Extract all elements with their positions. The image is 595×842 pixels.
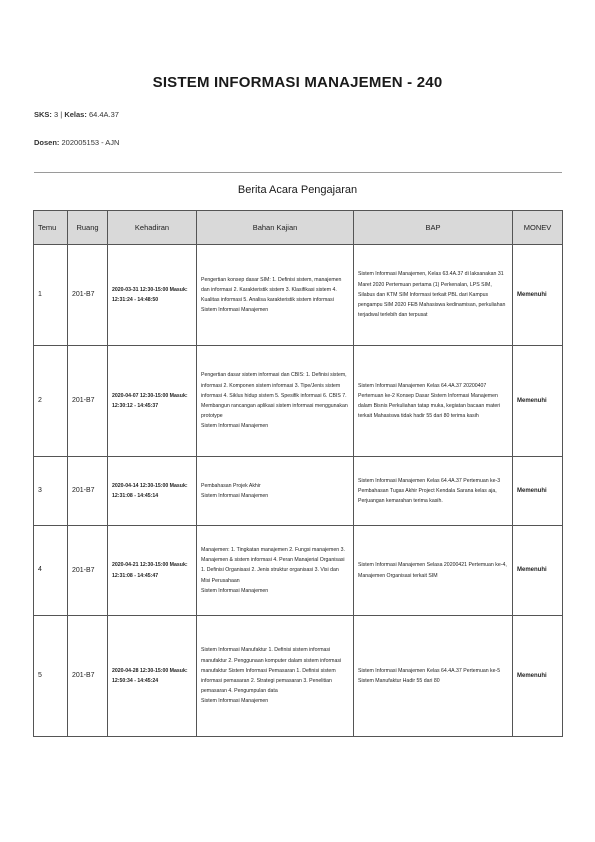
table-header-row [34, 211, 563, 245]
ruang-cell: 201-B7 [68, 526, 108, 616]
monev-cell: Memenuhi [513, 526, 563, 616]
bap-cell: Sistem Informasi Manajemen Kelas 64.4A.37 20200407 Pertemuan ke-2 Konsep Dasar Sistem Informasi Manajemen dalam Bisnis Perkuliahan tatap muka, kegiatan bacaan materi terkait Mahasiswa tidak hadir 55 dari 80 terima kasih [354, 346, 513, 457]
kehadiran-cell: 2020-03-31 12:30-15:00 Masuk: 12:31:24 - 14:48:50 [108, 245, 197, 346]
dosen-label: Dosen: [34, 138, 60, 147]
section-title: Berita Acara Pengajaran [237, 184, 358, 196]
table-row [34, 346, 563, 457]
table-row [34, 616, 563, 737]
bahan-kajian-cell [197, 245, 354, 346]
kehadiran-cell: 2020-04-07 12:30-15:00 Masuk: 12:30:12 - 14:45:37 [108, 346, 197, 457]
bahan-kajian-cell [197, 616, 354, 737]
ruang-cell: 201-B7 [68, 245, 108, 346]
column-header-bap: BAP [354, 211, 513, 245]
sks-value: 3 [54, 110, 59, 119]
monev-cell: Memenuhi [513, 616, 563, 737]
dosen-value: 202005153 - AJN [61, 138, 120, 147]
bap-cell: Sistem Informasi Manajemen Kelas 64.4A.37 Pertemuan ke-3 Pembahasan Tugas Akhir Project Kendala Sarana kelas aja, Perjuangan kemarahan terima kasih. [354, 457, 513, 526]
temu-cell: 3 [34, 457, 68, 526]
bahan-kajian-text: Manajemen: 1. Tingkatan manajemen 2. Fungsi manajemen 3. Manajemen & sistem informasi 4. Peran Manajerial Organisasi 1. Definisi Organisasi 2. Jenis struktur organisasi 3. Visi dan Misi Perusahaan [201, 546, 345, 584]
bahan-kajian-reference: Sistem Informasi Manajemen [201, 307, 269, 314]
column-header-bahan-kajian: Bahan Kajian [197, 211, 354, 245]
bahan-kajian-reference: Sistem Informasi Manajemen [201, 423, 269, 430]
course-meta [34, 110, 119, 119]
bahan-kajian-reference: Sistem Informasi Manajemen [201, 587, 269, 594]
temu-cell: 1 [34, 245, 68, 346]
column-header-kehadiran: Kehadiran [108, 211, 197, 245]
kehadiran-cell: 2020-04-21 12:30-15:00 Masuk: 12:31:08 - 14:45:47 [108, 526, 197, 616]
monev-cell: Memenuhi [513, 245, 563, 346]
kelas-label: Kelas: [64, 110, 87, 119]
bap-cell: Sistem Informasi Manajemen, Kelas 63.4A.37 di laksanakan 31 Maret 2020 Pertemuan pertama (1) Perkenalan, LPS SIM, Silabus dan KTM SIM Informasi terkait PBL dari Kampus pengampu SIM 2020 FEB Mahasiswa kedinamisan, perkuliahan terjadwal terlebih dan terpusat [354, 245, 513, 346]
kelas-value: 64.4A.37 [88, 110, 119, 119]
bahan-kajian-text: Sistem Informasi Manufaktur 1. Definisi sistem informasi manufaktur 2. Penggunaan komputer dalam sistem informasi manufaktur Sistem Informasi Pemasaran 1. Definisi sistem informasi pemasaran 2. Strategi pemasaran 3. Penelitian pemasaran 4. Pengumpulan data [201, 647, 342, 695]
horizontal-divider [34, 172, 562, 173]
bahan-kajian-reference: Sistem Informasi Manajemen [201, 698, 269, 705]
temu-cell: 5 [34, 616, 68, 737]
bahan-kajian-cell [197, 457, 354, 526]
temu-cell: 2 [34, 346, 68, 457]
ruang-cell: 201-B7 [68, 616, 108, 737]
lecturer-meta [34, 138, 119, 147]
column-header-ruang: Ruang [68, 211, 108, 245]
bahan-kajian-text: Pengertian dasar sistem informasi dan CBIS: 1. Definisi sistem, informasi 2. Komponen sistem informasi 3. Tipe/Jenis sistem informasi 4. Siklus hidup sistem 5. Spesifik informasi 6. CBIS 7. Membangun rancangan aplikasi sistem informasi menggunakan prototype [201, 372, 348, 420]
bap-cell: Sistem Informasi Manajemen Kelas 64.4A.37 Pertemuan ke-5 Sistem Manufaktur Hadir 55 dari 80 [354, 616, 513, 737]
bahan-kajian-reference: Sistem Informasi Manajemen [201, 493, 269, 499]
ruang-cell: 201-B7 [68, 457, 108, 526]
sks-label: SKS: [34, 110, 52, 119]
table-row [34, 526, 563, 616]
column-header-temu: Temu [34, 211, 68, 245]
bahan-kajian-cell [197, 346, 354, 457]
monev-cell: Memenuhi [513, 346, 563, 457]
meta-separator: | [60, 110, 63, 119]
monev-cell: Memenuhi [513, 457, 563, 526]
document-title: SISTEM INFORMASI MANAJEMEN - 240 [152, 74, 443, 91]
bahan-kajian-text: Pembahasan Projek Akhir [201, 482, 261, 489]
table-row [34, 245, 563, 346]
ruang-cell: 201-B7 [68, 346, 108, 457]
temu-cell: 4 [34, 526, 68, 616]
bap-cell: Sistem Informasi Manajemen Selasa 20200421 Pertemuan ke-4, Manajemen Organisasi terkait SIM [354, 526, 513, 616]
table-row [34, 457, 563, 526]
teaching-report-table [33, 210, 563, 737]
bahan-kajian-text: Pengertian konsep dasar SIM: 1. Definisi sistem, manajemen dan informasi 2. Karakteristik sistem 3. Klasifikasi sistem 4. Kualitas informasi 5. Analisa karakteristik sistem informasi [201, 276, 342, 303]
bahan-kajian-cell [197, 526, 354, 616]
kehadiran-cell: 2020-04-28 12:30-15:00 Masuk: 12:50:34 - 14:45:24 [108, 616, 197, 737]
kehadiran-cell: 2020-04-14 12:30-15:00 Masuk: 12:31:08 - 14:45:14 [108, 457, 197, 526]
column-header-monev: MONEV [513, 211, 563, 245]
